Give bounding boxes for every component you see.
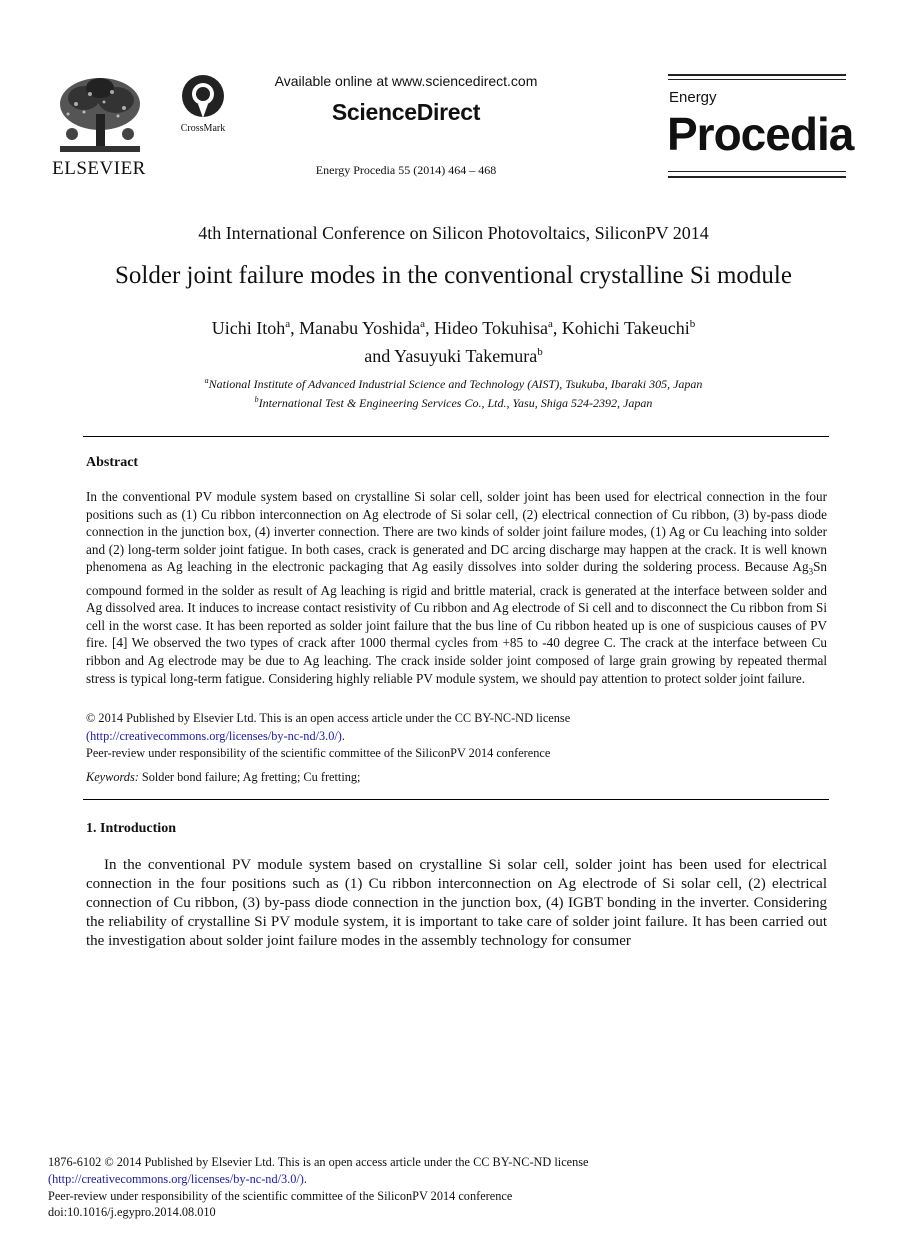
elsevier-logo — [50, 74, 148, 178]
footer-doi[interactable]: doi:10.1016/j.egypro.2014.08.010 — [48, 1205, 216, 1220]
available-online: Available online at www.sciencedirect.com — [274, 73, 538, 89]
author-list: Uichi Itoh$^a$, Manabu Yoshida$^a$, Hideo Tokuhisa$^a$, Kohichi Takeuchi$^b$ and Yasuyuki Takemura$^b$ — [211, 318, 696, 366]
author-name: Uichi Itoh — [211, 318, 286, 338]
peer-review-line: Peer-review under responsibility of the scientific committee of the SiliconPV 2014 conference — [86, 746, 551, 760]
introduction-body: In the conventional PV module system based on crystalline Si solar cell, solder joint has been used for electrical connection in the four positions such as (1) Cu ribbon interconnection on Ag electrode of Si solar cell, (2) electrical connection of Cu ribbon, (3) by-pass diode connection in the junction box, (4) IGBT bonding in the inverter. Considering the reliability of crystalline Si PV module system, it is important to take care of solder joint failure. It has been carried out the investigation about solder joint failure modes in the assembly technology for consumer — [86, 857, 827, 949]
divider-bottom — [83, 799, 829, 800]
journal-reference: Energy Procedia 55 (2014) 464 – 468 — [315, 163, 497, 177]
copyright-line: © 2014 Published by Elsevier Ltd. This is an open access article under the CC BY-NC-ND license — [86, 711, 571, 725]
keywords-line: Keywords: Solder bond failure; Ag fretting; Cu fretting; — [86, 769, 361, 784]
sciencedirect-logo[interactable]: ScienceDirect — [331, 99, 481, 125]
crossmark-label: CrossMark — [180, 123, 226, 134]
abstract-body: In the conventional PV module system based on crystalline Si solar cell, solder joint has been used for electrical connection in the four positions such as (1) Cu ribbon interconnection on Ag electrode of Si solar cell, (2) electrical connection of Cu ribbon, (3) by-pass diode connection in the junction box, (4) inverter connection. There are two kinds of solder joint failure modes, (1) Ag or Cu leaching into solder and (2) long-term solder joint fatigue. In both cases, crack is generated and DC arcing discharge may happen at the crack. It is well known phenomena as Ag leaching in the electronic packaging that Ag easily dissolves into solder during the soldering process. Because $Ag_3Sn$ compound formed in the solder as result of Ag leaching is rigid and brittle material, crack is generated at the interface between solder and Ag dissolved area. It induces to increase contact resistivity of Cu ribbon and Ag electrode of Si cell and to disconnect the Cu ribbon from Si cell in the worst case. It has been reported as solder joint failure that the bus line of Cu ribbon heated up is one of suspicious causes of PV fire. [4] We observed the two types of crack after 1000 thermal cycles from +85 to -40 degree C. The crack at the interface between Cu ribbon and Ag electrode may be due to Ag leaching. The crack inside solder joint composed of large grain growing by repeated thermal stress is typical long-term fatigue. Considering highly reliable PV module system, we should pay attention to protect solder joint failure. — [86, 489, 827, 686]
footer: 1876-6102 © 2014 Published by Elsevier Ltd. This is an open access article under the CC BY-NC-ND license (http://creativecommons.org/licenses/by-nc-nd/3.0/). Peer-review under responsibility of the scientific committee of the SiliconPV 2014 conference doi:10.1016/j.egypro.2014.08.010 — [48, 1154, 868, 1221]
footer-peer-review: Peer-review under responsibility of the scientific committee of the SiliconPV 2014 conference — [48, 1188, 513, 1203]
footer-copyright: 1876-6102 © 2014 Published by Elsevier Ltd. This is an open access article under the CC BY-NC-ND license — [48, 1155, 589, 1169]
author-name: Manabu Yoshida — [299, 318, 421, 338]
crossmark-badge[interactable] — [172, 74, 234, 134]
crossmark-icon — [181, 74, 225, 118]
affiliation-b: $^b$International Test & Engineering Services Co., Ltd., Yasu, Shiga 524-2392, Japan — [254, 395, 653, 410]
affiliations — [60, 373, 847, 411]
publisher-name: ELSEVIER — [52, 158, 146, 179]
divider-top — [83, 436, 829, 437]
author-name: and Yasuyuki Takemura — [364, 346, 538, 366]
journal-logo-top: Energy — [669, 89, 717, 106]
introduction-heading: 1. Introduction — [86, 821, 176, 836]
copyright-block: © 2014 Published by Elsevier Ltd. This is an open access article under the CC BY-NC-ND license (http://creativecommons.org/licenses/by-nc-nd/3.0/). Peer-review under responsibility of the scientific committee of the SiliconPV 2014 conference Keywords: Solder bond failure; Ag fretting; Cu fretting; — [86, 710, 827, 786]
elsevier-tree-icon — [54, 74, 146, 156]
license-link[interactable]: (http://creativecommons.org/licenses/by-nc-nd/3.0/) — [86, 728, 342, 743]
author-name: Hideo Tokuhisa — [434, 318, 548, 338]
author-name: Kohichi Takeuchi — [561, 318, 690, 338]
journal-logo — [667, 74, 854, 178]
conference-name: 4th International Conference on Silicon Photovoltaics, SiliconPV 2014 — [198, 223, 709, 243]
affiliation-a: $^a$National Institute of Advanced Industrial Science and Technology (AIST), Tsukuba, Ibaraki 305, Japan — [204, 376, 703, 391]
abstract-heading: Abstract — [86, 455, 139, 470]
footer-license-link[interactable]: (http://creativecommons.org/licenses/by-nc-nd/3.0/) — [48, 1171, 304, 1186]
paper-title: Solder joint failure modes in the conventional crystalline Si module — [115, 262, 792, 289]
journal-logo-main: Procedia — [667, 108, 854, 160]
